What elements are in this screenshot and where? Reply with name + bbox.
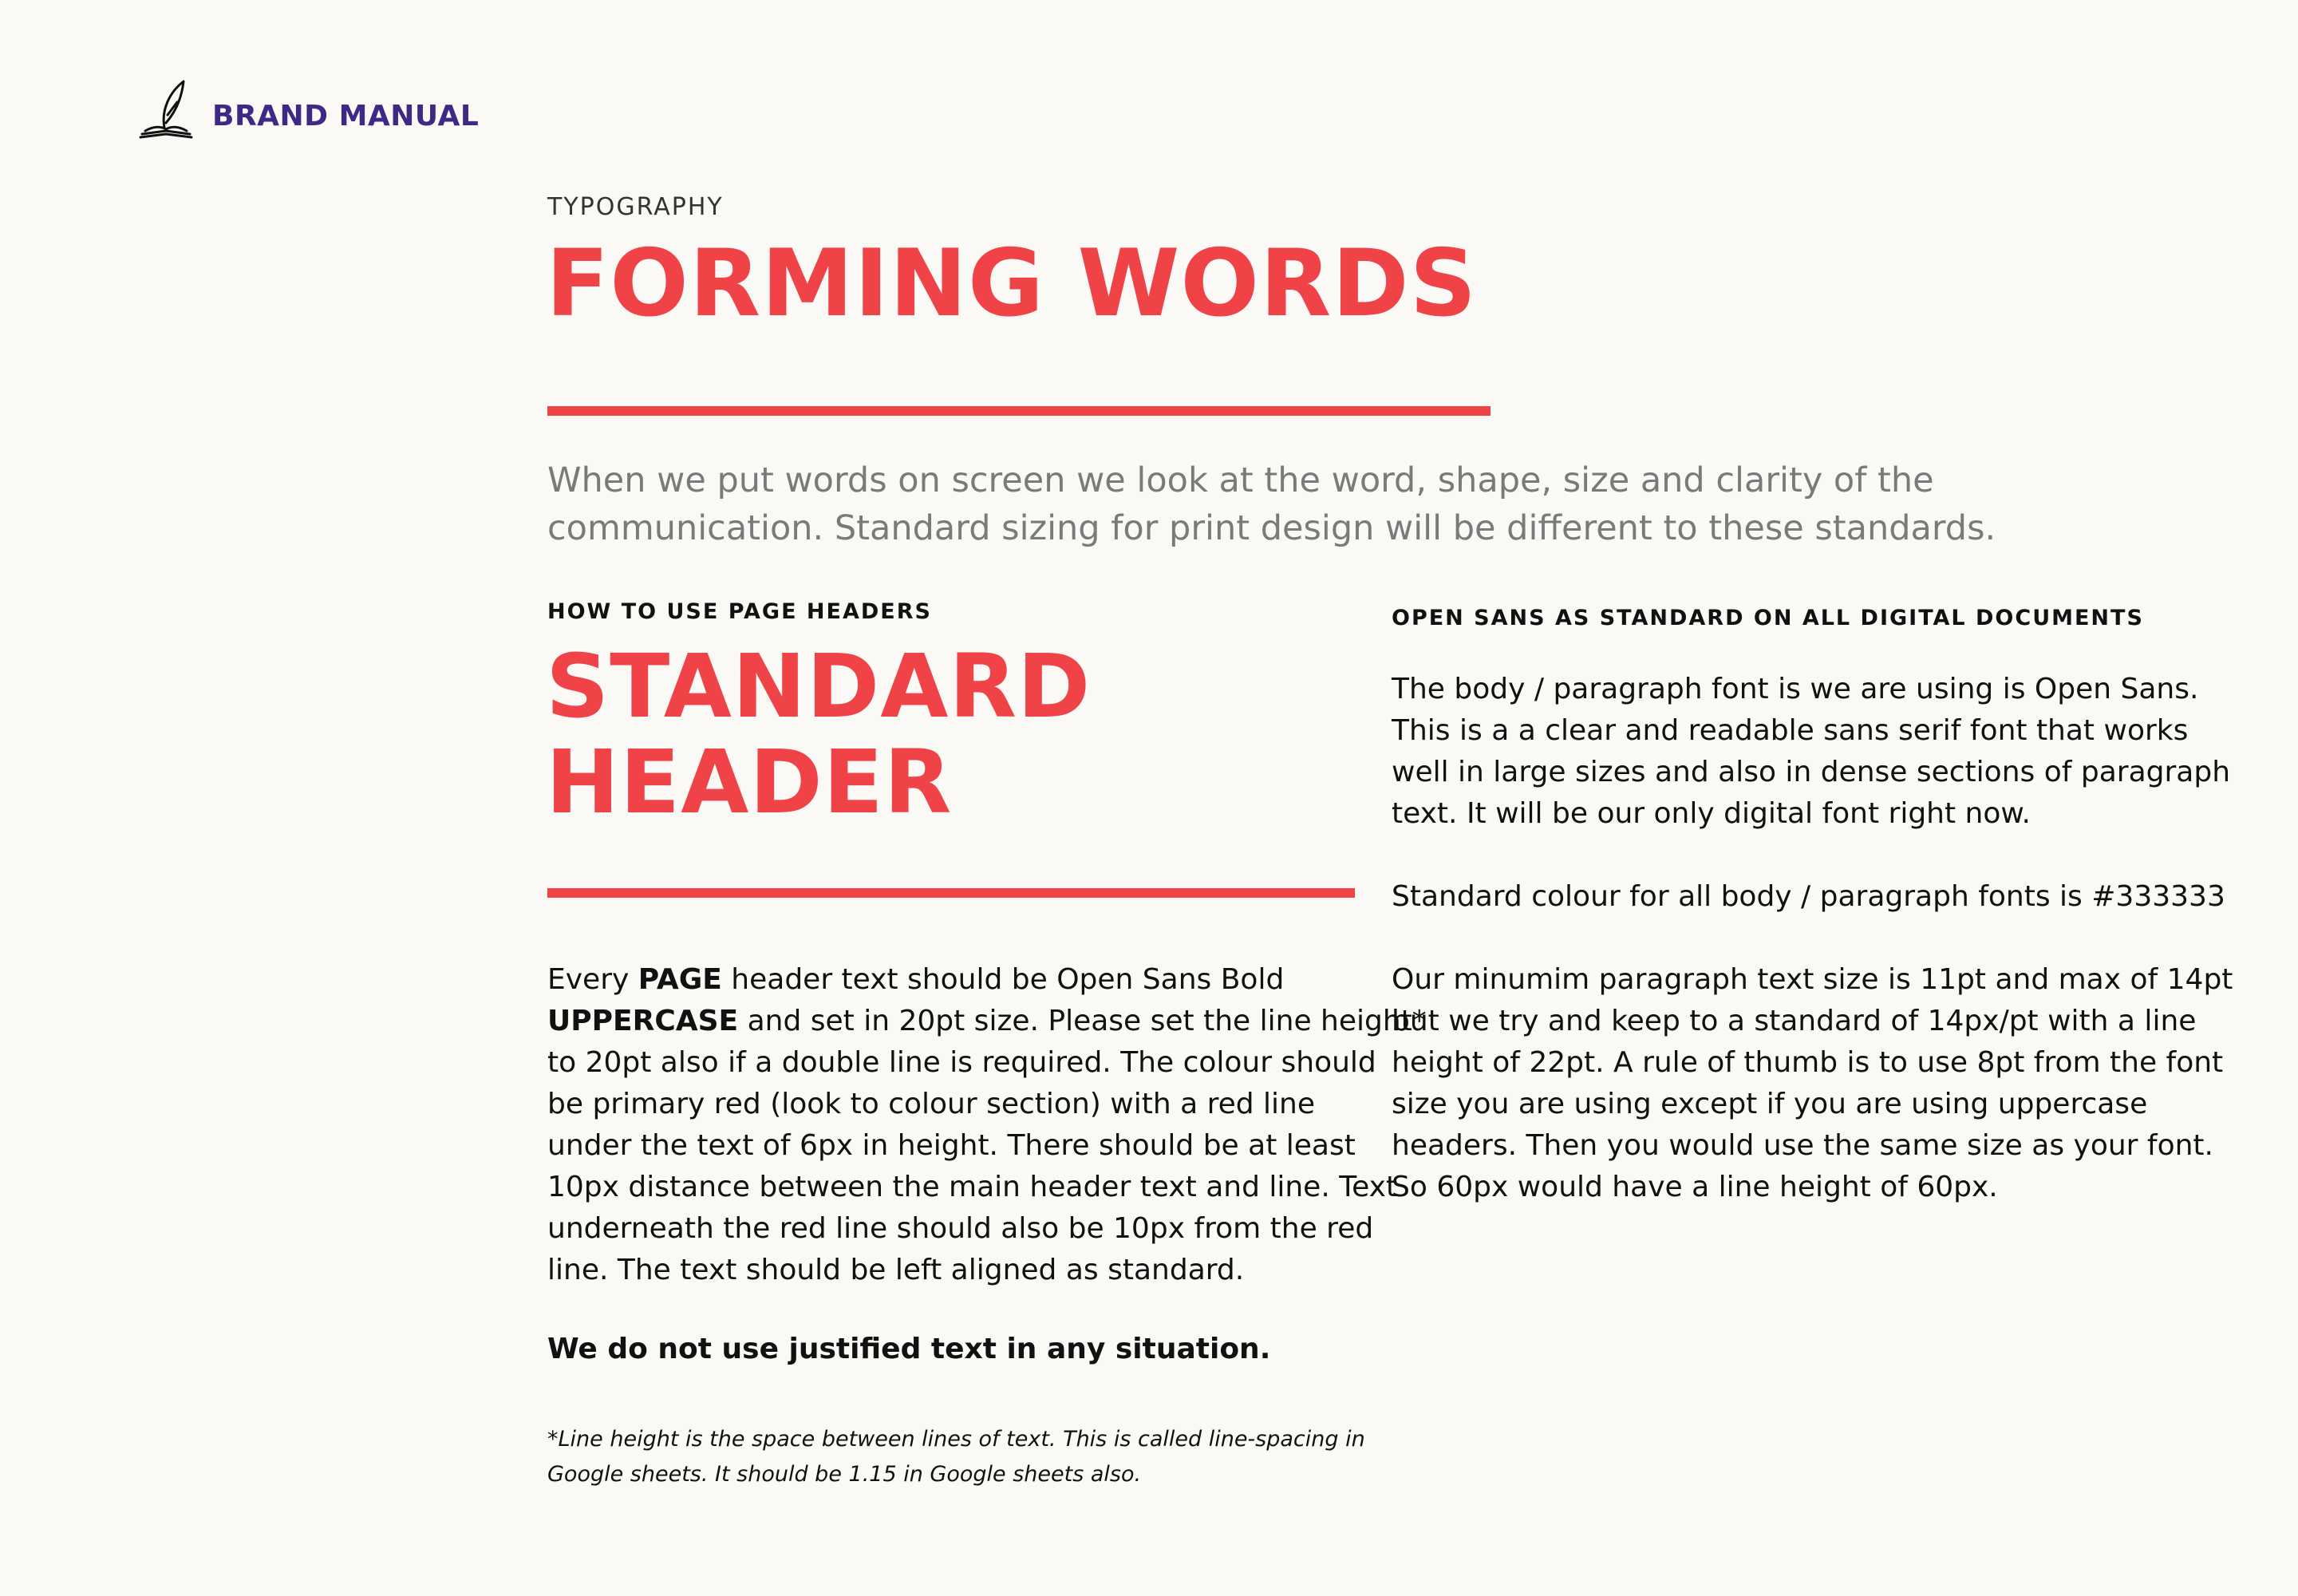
emphasis-text: PAGE (638, 963, 722, 996)
standard-header-sample (546, 635, 1092, 833)
left-section-label: HOW TO USE PAGE HEADERS (547, 599, 932, 624)
paragraph-line: text. It will be our only digital font right now. (1392, 797, 2031, 830)
paragraph-line: Standard colour for all body / paragraph fonts is #333333 (1392, 880, 2225, 913)
paragraph-line (547, 1001, 1427, 1042)
colour-paragraph (1392, 876, 2253, 918)
paragraph-line (547, 959, 1361, 1001)
lead-line: communication. Standard sizing for print design will be different to these standards. (547, 508, 1996, 548)
paragraph-line: but we try and keep to a standard of 14px/pt with a line (1392, 1005, 2197, 1037)
paragraph-line: This is a a clear and readable sans serif font that works (1392, 714, 2189, 747)
paragraph-line: height of 22pt. A rule of thumb is to use 8pt from the font (1392, 1046, 2224, 1079)
paragraph-line: size you are using except if you are using uppercase (1392, 1088, 2148, 1120)
quill-book-icon (137, 78, 195, 139)
paragraph-line: underneath the red line should also be 10px from the red (547, 1212, 1374, 1245)
header-guidelines-paragraph (547, 959, 1427, 1291)
text-run: Every (547, 963, 638, 996)
font-paragraph (1392, 669, 2253, 835)
paragraph-line: well in large sizes and also in dense sections of paragraph (1392, 756, 2231, 788)
brand-lockup (137, 78, 479, 139)
paragraph-line: line. The text should be left aligned as standard. (547, 1254, 1245, 1286)
lead-line: When we put words on screen we look at the word, shape, size and clarity of the (547, 460, 1934, 500)
font-guidelines (1392, 669, 2253, 1250)
header-divider (547, 888, 1355, 898)
paragraph-line: 10px distance between the main header text and line. Text (547, 1171, 1398, 1203)
text-run: header text should be Open Sans Bold (721, 963, 1285, 996)
paragraph-line: be primary red (look to colour section) with a red line (547, 1088, 1315, 1120)
footnote-line: *Line height is the space between lines of text. This is called line-spacing in (547, 1427, 1365, 1452)
paragraph-line: So 60px would have a line height of 60px. (1392, 1171, 1998, 1203)
footnote-line: Google sheets. It should be 1.15 in Google sheets also. (547, 1462, 1142, 1487)
right-section-label: OPEN SANS AS STANDARD ON ALL DIGITAL DOCUMENTS (1392, 606, 2144, 630)
emphasis-text: UPPERCASE (547, 1005, 739, 1037)
page-title: FORMING WORDS (546, 230, 1478, 338)
paragraph-line: The body / paragraph font is we are using is Open Sans. (1392, 673, 2199, 705)
lead-paragraph (547, 456, 2031, 552)
paragraph-line: to 20pt also if a double line is required. The colour should (547, 1046, 1376, 1079)
header-line: STANDARD (546, 635, 1092, 737)
title-divider (547, 406, 1491, 416)
paragraph-line: headers. Then you would use the same size as your font. (1392, 1129, 2213, 1162)
size-paragraph (1392, 959, 2253, 1208)
justified-text-rule: We do not use justified text in any situation. (547, 1333, 1271, 1365)
line-height-footnote (547, 1422, 1365, 1492)
header-line: HEADER (546, 731, 953, 833)
paragraph-line: Our minumim paragraph text size is 11pt and max of 14pt (1392, 963, 2233, 996)
paragraph-line: under the text of 6px in height. There should be at least (547, 1129, 1356, 1162)
text-run: and set in 20pt size. Please set the line height* (738, 1005, 1427, 1037)
brand-name: BRAND MANUAL (212, 99, 480, 132)
section-eyebrow: TYPOGRAPHY (547, 193, 724, 221)
